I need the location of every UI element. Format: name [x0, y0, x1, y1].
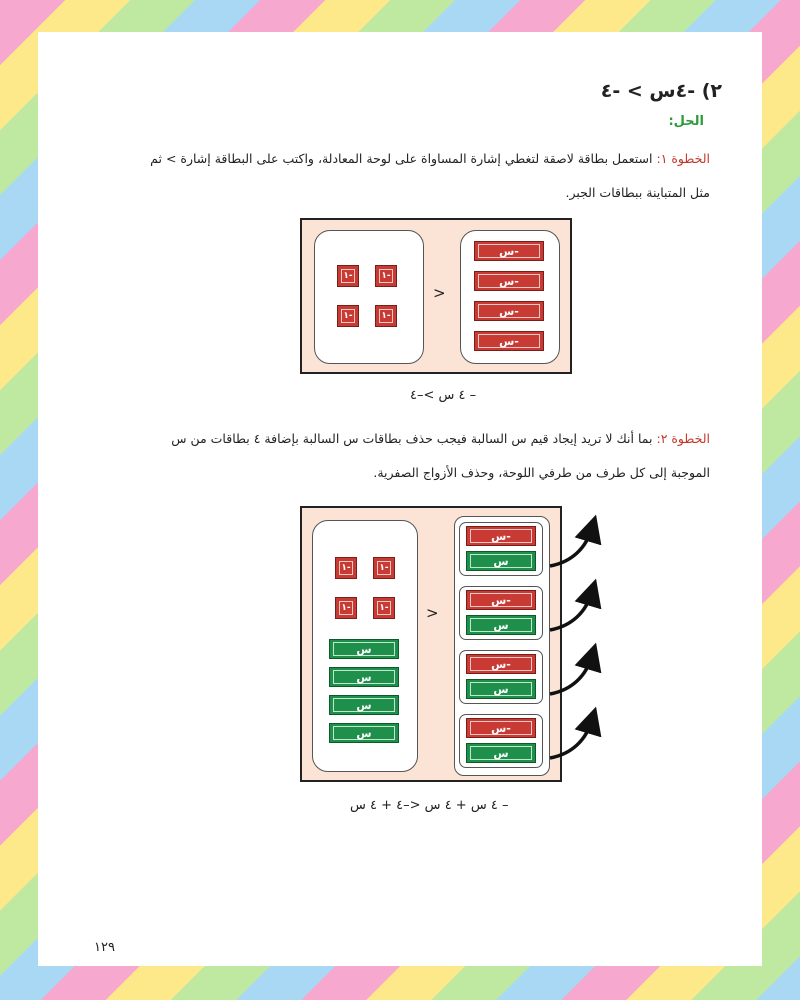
positive-x-tile: س: [329, 639, 399, 659]
arrow-icon: [550, 592, 592, 630]
page-number: ١٢٩: [94, 940, 115, 955]
mat2-caption: – ٤ س + ٤ س <–٤ + ٤ س: [350, 798, 509, 813]
neg-one-tile: -١: [375, 265, 397, 287]
workbook-page: [38, 32, 762, 966]
positive-x-tile: س: [329, 667, 399, 687]
negative-x-tile: -س: [474, 271, 544, 291]
negative-x-tile: -س: [474, 241, 544, 261]
neg-one-tile: -١: [335, 597, 357, 619]
negative-x-tile: -س: [474, 331, 544, 351]
neg-one-tile: -١: [337, 305, 359, 327]
inequality-sign: >: [433, 284, 446, 302]
solution-label: الحل:: [668, 114, 704, 129]
equation-mat-1: [300, 218, 572, 374]
mat2-left-side: [312, 520, 418, 772]
step2-label: الخطوة ٢:: [656, 431, 710, 446]
equation-mat-2: [300, 506, 562, 782]
mat1-right-side: [460, 230, 560, 364]
step1-label: الخطوة ١:: [656, 151, 710, 166]
positive-x-tile: س: [466, 679, 536, 699]
neg-one-tile: -١: [375, 305, 397, 327]
arrow-icon: [550, 720, 592, 758]
negative-x-tile: -س: [466, 654, 536, 674]
neg-one-tile: -١: [373, 597, 395, 619]
zero-pair: [459, 522, 543, 576]
zero-pair: [459, 650, 543, 704]
mat2-right-side: [454, 516, 550, 776]
negative-x-tile: -س: [466, 526, 536, 546]
positive-x-tile: س: [466, 743, 536, 763]
neg-one-tile: -١: [373, 557, 395, 579]
positive-x-tile: س: [329, 695, 399, 715]
mat1-caption: – ٤ س >–٤: [410, 388, 477, 403]
positive-x-tile: س: [466, 551, 536, 571]
step1-paragraph: [80, 142, 710, 210]
negative-x-tile: -س: [466, 718, 536, 738]
problem-statement: ٢) -٤س > -٤: [600, 80, 722, 102]
mat1-left-side: [314, 230, 424, 364]
negative-x-tile: -س: [466, 590, 536, 610]
neg-one-tile: -١: [335, 557, 357, 579]
step1-line2: مثل المتباينة ببطاقات الجبر.: [565, 185, 710, 200]
remove-arrows: [538, 522, 618, 782]
step1-line1: الخطوة ١: استعمل بطاقة لاصقة لتغطي إشارة المساواة على لوحة المعادلة، واكتب على البطاقة إشارة > ثم: [150, 151, 710, 166]
arrow-icon: [550, 528, 592, 566]
arrow-icon: [550, 656, 592, 694]
zero-pair: [459, 586, 543, 640]
step2-paragraph: [80, 422, 710, 490]
negative-x-tile: -س: [474, 301, 544, 321]
neg-one-tile: -١: [337, 265, 359, 287]
step2-line1: الخطوة ٢: بما أنك لا تريد إيجاد قيم س السالبة فيجب حذف بطاقات س السالبة بإضافة ٤ بطاقات من س: [171, 431, 710, 446]
positive-x-tile: س: [466, 615, 536, 635]
zero-pair: [459, 714, 543, 768]
inequality-sign: >: [426, 604, 439, 622]
step2-line2: الموجبة إلى كل طرف من طرفي اللوحة، وحذف الأزواج الصفرية.: [373, 465, 710, 480]
positive-x-tile: س: [329, 723, 399, 743]
